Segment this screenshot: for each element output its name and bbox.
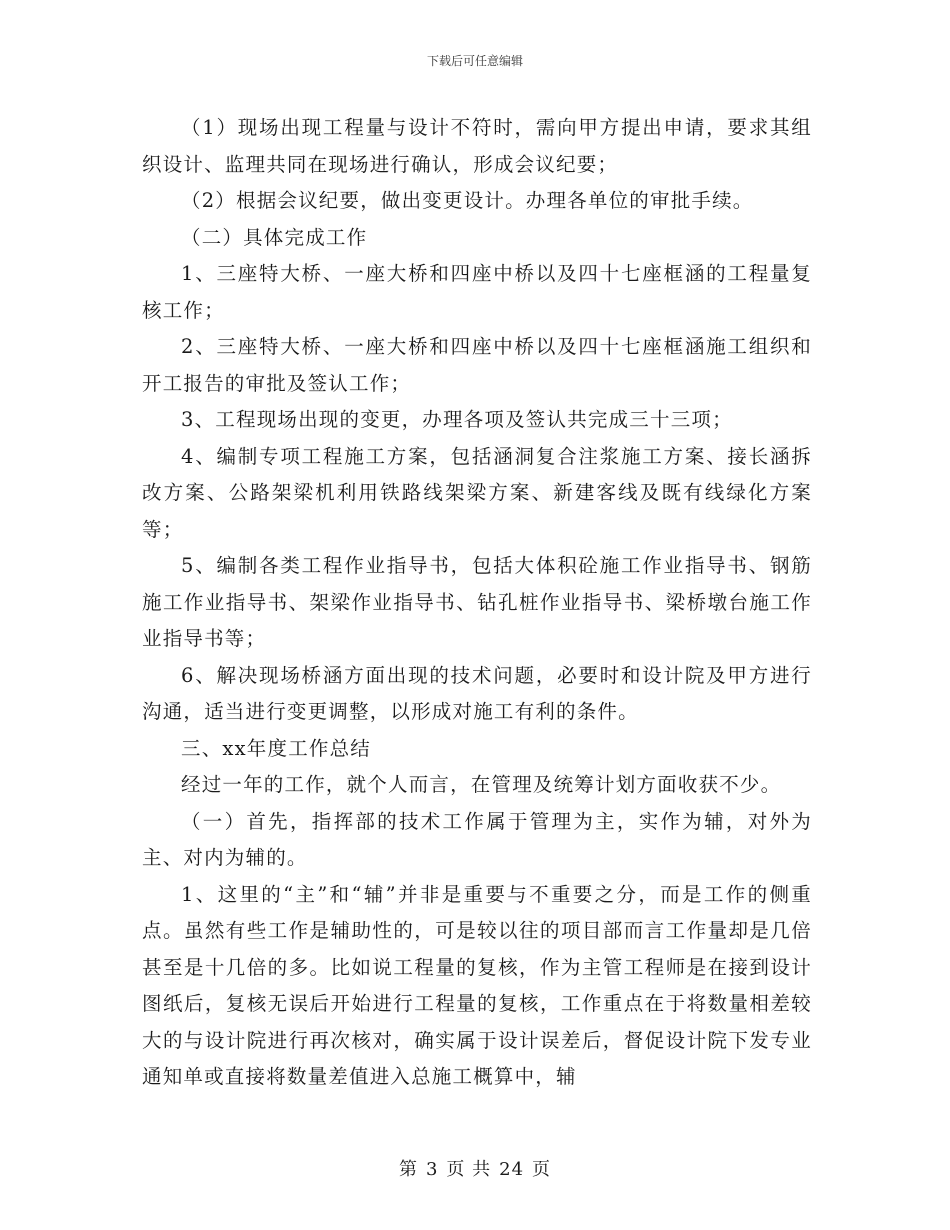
page-label-middle: 页 共 <box>446 1159 492 1180</box>
paragraph: （1）现场出现工程量与设计不符时，需向甲方提出申请，要求其组织设计、监理共同在现场进行确认，形成会议纪要； <box>142 116 812 176</box>
list-item: 3、工程现场出现的变更，办理各项及签认共完成三十三项； <box>181 408 733 431</box>
list-item: 4、编制专项工程施工方案，包括涵洞复合注浆施工方案、接长涵拆改方案、公路架梁机利用铁路线架梁方案、新建客线及既有线绿化方案等； <box>142 444 812 541</box>
total-pages-number: 24 <box>499 1159 525 1180</box>
section-heading: （二）具体完成工作 <box>181 225 368 249</box>
list-item: 1、三座特大桥、一座大桥和四座中桥以及四十七座框涵的工程量复核工作； <box>142 262 812 322</box>
document-body <box>142 110 812 1096</box>
list-item: 5、编制各类工程作业指导书，包括大体积砼施工作业指导书、钢筋施工作业指导书、架梁作业指导书、钻孔桩作业指导书、梁桥墩台施工作业指导书等； <box>142 554 812 650</box>
section-heading: 三、xx年度工作总结 <box>181 736 371 760</box>
paragraph: 1、这里的“主”和“辅”并非是重要与不重要之分，而是工作的侧重点。虽然有些工作是辅助性的，可是较以往的项目部而言工作量却是几倍甚至是十几倍的多。比如说工程量的复核，作为主管工程师是在接到设计图纸后，复核无误后开始进行工程量的复核，工作重点在于将数量相差较大的与设计院进行再次核对，确实属于设计误差后，督促设计院下发专业通知单或直接将数量差值进入总施工概算中，辅 <box>142 882 812 1088</box>
page-label-suffix: 页 <box>532 1159 552 1180</box>
page-header: 下载后可任意编辑 <box>426 54 523 68</box>
paragraph: （2）根据会议纪要，做出变更设计。办理各单位的审批手续。 <box>181 189 754 212</box>
page-footer <box>0 1155 950 1181</box>
page-label-prefix: 第 <box>398 1159 418 1180</box>
list-item: 6、解决现场桥涵方面出现的技术问题，必要时和设计院及甲方进行沟通，适当进行变更调整，以形成对施工有利的条件。 <box>142 663 812 723</box>
paragraph: （一）首先，指挥部的技术工作属于管理为主，实作为辅，对外为主、对内为辅的。 <box>142 809 812 869</box>
paragraph: 经过一年的工作，就个人而言，在管理及统筹计划方面收获不少。 <box>181 773 782 796</box>
list-item: 2、三座特大桥、一座大桥和四座中桥以及四十七座框涵施工组织和开工报告的审批及签认工作； <box>142 335 812 395</box>
current-page-number: 3 <box>425 1159 439 1180</box>
